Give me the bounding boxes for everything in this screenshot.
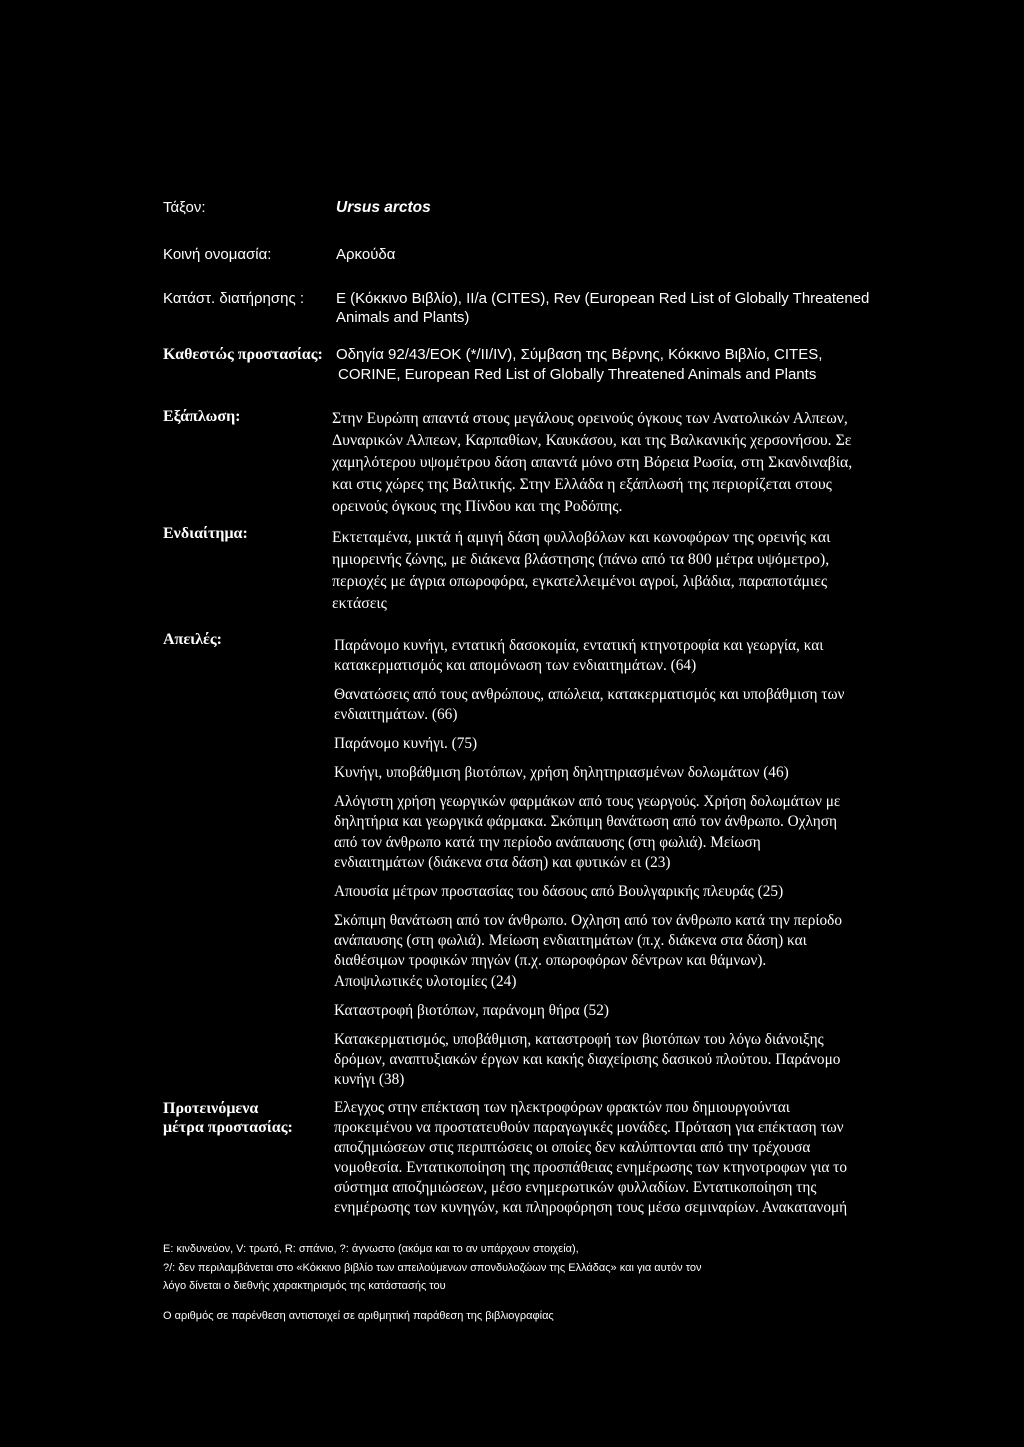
distribution-line: και στις χώρες της Βαλτικής. Στην Ελλάδα η εξάπλωσή της περιορίζεται στους (332, 476, 832, 493)
measures-label (163, 1099, 293, 1137)
threat-line: δηλητήρια και γεωργικά φάρμακα. Σκόπιμη θανάτωση από τον άνθρωπο. Οχληση (334, 813, 838, 831)
conservation-status-text (336, 289, 869, 327)
threats-text (334, 636, 844, 1099)
conservation-status-label: Κατάστ. διατήρησης : (163, 290, 305, 307)
threats-label: Απειλές: (163, 631, 222, 648)
footer-legend-line: ?/: δεν περιλαμβάνεται στο «Κόκκινο βιβλίο των απειλούμενων σπονδυλοζώων της Ελλάδας» και για αυτόν τον (163, 1261, 702, 1274)
habitat-label: Ενδιαίτημα: (163, 525, 248, 542)
common-name-value: Αρκούδα (336, 246, 396, 263)
threat-paragraph (334, 763, 844, 783)
threat-line: Σκόπιμη θανάτωση από τον άνθρωπο. Οχληση από τον άνθρωπο κατά την περίοδο (334, 911, 843, 929)
threat-line: διαθέσιμων τροφικών πηγών (π.χ. οπωροφόρων δέντρων και θάμνων). (334, 952, 767, 970)
footer-legend-line: λόγο δίνεται ο διεθνής χαρακτηρισμός της κατάστασής του (163, 1280, 446, 1292)
distribution-line: χαμηλότερου υψομέτρου δάση απαντά μόνο στη Βόρεια Ρωσία, στη Σκανδιναβία, (332, 454, 853, 471)
distribution-line: ορεινούς όγκους της Πίνδου και της Ροδόπης. (332, 498, 623, 515)
threat-line: από τον άνθρωπο κατά την περίοδο ανάπαυσης (στη φωλιά). Μείωση (334, 833, 761, 851)
habitat-line: Εκτεταμένα, μικτά ή αμιγή δάση φυλλοβόλων και κωνοφόρων της ορεινής και (332, 529, 831, 546)
measures-line: σύστημα αποζημιώσεων, μέσο ενημερωτικών φυλλαδίων. Εντατικοποίηση της (334, 1179, 817, 1196)
protection-status-line: CORINE, European Red List of Globally Threatened Animals and Plants (338, 366, 817, 383)
threat-line: Παράνομο κυνήγι, εντατική δασοκομία, εντατική κτηνοτροφία και γεωργία, και (334, 637, 824, 654)
threat-paragraph (334, 685, 844, 726)
threat-paragraph (334, 734, 844, 754)
threat-line: κυνήγι (38) (334, 1071, 405, 1089)
conservation-status-line: Animals and Plants) (336, 309, 470, 326)
distribution-line: Στην Ευρώπη απαντά στους μεγάλους ορεινούς όγκους των Ανατολικών Αλπεων, (332, 410, 848, 427)
threat-paragraph (334, 792, 844, 873)
habitat-line: ημιορεινής ζώνης, με διάκενα βλάστησης (πάνω από τα 800 μέτρα υψόμετρο), (332, 551, 830, 568)
protection-status-label: Καθεστώς προστασίας: (163, 346, 323, 363)
threat-line: Αλόγιστη χρήση γεωργικών φαρμάκων από τους γεωργούς. Χρήση δολωμάτων με (334, 793, 841, 811)
footer-legend-line: Ε: κινδυνεύον, V: τρωτό, R: σπάνιο, ?: άγνωστο (ακόμα και το αν υπάρχουν στοιχεία), (163, 1243, 579, 1255)
footer-legend (163, 1240, 702, 1296)
threat-line: Κατακερματισμός, υποβάθμιση, καταστροφή των βιοτόπων του λόγω διάνοιξης (334, 1030, 824, 1048)
conservation-status-line: Ε (Κόκκινο Βιβλίο), II/a (CITES), Rev (European Red List of Globally Threatened (336, 290, 870, 307)
footer-note: Ο αριθμός σε παρένθεση αντιστοιχεί σε αριθμητική παράθεση της βιβλιογραφίας (163, 1310, 554, 1322)
common-name-label: Κοινή ονομασία: (163, 246, 272, 263)
threat-paragraph (334, 911, 844, 992)
threat-line: ενδιαιτημάτων. (66) (334, 706, 458, 724)
measures-line: ενημέρωσης των κυνηγών, και πληροφόρηση τους μέσω σεμιναρίων. Ανακατανομή (334, 1199, 848, 1216)
distribution-text (332, 408, 852, 518)
taxon-value: Ursus arctos (336, 199, 431, 216)
threat-line: Καταστροφή βιοτόπων, παράνομη θήρα (52) (334, 1001, 609, 1019)
habitat-text (332, 527, 830, 615)
protection-status-line: Οδηγία 92/43/ΕΟΚ (*/II/IV), Σύμβαση της Βέρνης, Κόκκινο Βιβλίο, CITES, (336, 346, 823, 363)
measures-text (334, 1098, 847, 1218)
measures-line: νομοθεσία. Εντατικοποίηση της προσπάθειας ενημέρωσης των κτηνοτροφων για το (334, 1159, 847, 1176)
distribution-line: Δυναρικών Αλπεων, Καρπαθίων, Καυκάσου, και της Βαλκανικής χερσονήσου. Σε (332, 432, 852, 449)
taxon-label: Τάξον: (163, 199, 206, 216)
threat-line: ενδιαιτημάτων (διάκενα στα δάση) και φυτικών ει (23) (334, 854, 671, 872)
threat-line: Κυνήγι, υποβάθμιση βιοτόπων, χρήση δηλητηριασμένων δολωμάτων (46) (334, 764, 789, 782)
threat-line: κατακερματισμός και απομόνωση των ενδιαιτημάτων. (64) (334, 657, 697, 675)
threat-line: Θανατώσεις από τους ανθρώπους, απώλεια, κατακερματισμός και υποβάθμιση των (334, 686, 845, 704)
threat-line: Απουσία μέτρων προστασίας του δάσους από Βουλγαρικής πλευράς (25) (334, 882, 784, 900)
threat-line: Παράνομο κυνήγι. (75) (334, 735, 478, 753)
threat-paragraph (334, 1030, 844, 1091)
threat-line: ανάπαυσης (στη φωλιά). Μείωση ενδιαιτημάτων (π.χ. διάκενα στα δάση) και (334, 932, 807, 950)
threat-line: Αποψιλωτικές υλοτομίες (24) (334, 972, 517, 990)
measures-label-line: μέτρα προστασίας: (163, 1119, 293, 1136)
threat-paragraph (334, 882, 844, 902)
habitat-line: εκτάσεις (332, 595, 387, 612)
measures-line: Ελεγχος στην επέκταση των ηλεκτροφόρων φρακτών που δημιουργούνται (334, 1099, 790, 1116)
measures-line: προκειμένου να προστατευθούν παραγωγικές μονάδες. Πρόταση για επέκταση των (334, 1119, 844, 1136)
protection-status-text (336, 345, 822, 385)
habitat-line: περιοχές με άγρια οπωροφόρα, εγκατελλειμένοι αγροί, λιβάδια, παραποτάμιες (332, 573, 828, 590)
threat-paragraph (334, 1001, 844, 1021)
distribution-label: Εξάπλωση: (163, 408, 241, 425)
threat-line: δρόμων, αναπτυξιακών έργων και κακής διαχείρισης δασικού πλούτου. Παράνομο (334, 1050, 841, 1068)
threat-paragraph (334, 636, 844, 677)
measures-label-line: Προτεινόμενα (163, 1100, 259, 1117)
measures-line: αποζημιώσεων στις περιπτώσεις οι οποίες δεν καλύπτονται από την τρέχουσα (334, 1139, 811, 1156)
